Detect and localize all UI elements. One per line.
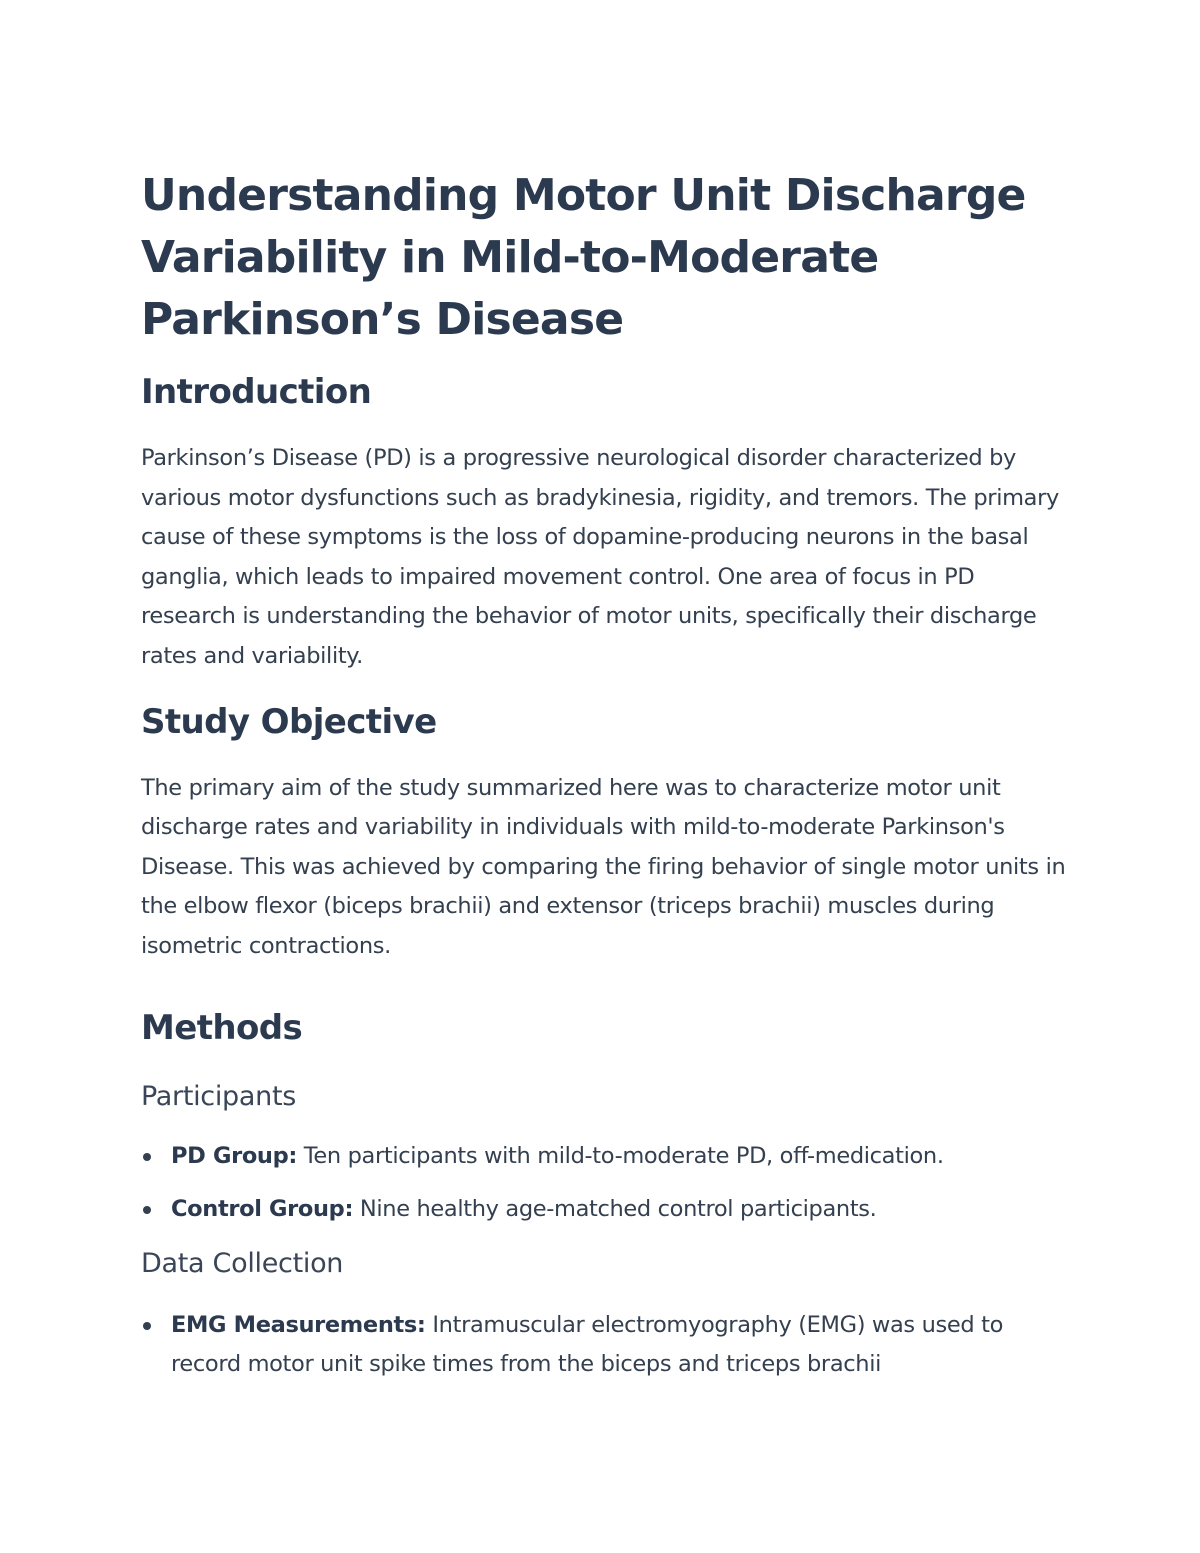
list-item-text: Ten participants with mild-to-moderate PD, off-medication. — [297, 1142, 944, 1169]
list-item-label: PD Group: — [171, 1142, 297, 1169]
list-item-label: Control Group: — [171, 1196, 354, 1223]
study-objective-paragraph: The primary aim of the study summarized here was to characterize motor unit discharge rates and variability in individuals with mild-to-moderate Parkinson's Disease. This was achieved by comparing the firing behavior of single motor units in the elbow flexor (biceps brachii) and extensor (triceps brachii) muscles during isometric contractions. — [141, 774, 1066, 959]
participants-list — [141, 1137, 1066, 1230]
data-collection-heading: Data Collection — [141, 1247, 344, 1279]
document-title: Understanding Motor Unit Discharge Variability in Mild-to-Moderate Parkinson’s Disease — [141, 170, 1026, 345]
bullet-icon — [143, 1206, 151, 1214]
list-item-text: Intramuscular electromyography (EMG) was used to record motor unit spike times from the biceps and triceps brachii — [171, 1311, 1003, 1378]
participants-heading: Participants — [141, 1080, 296, 1112]
list-item — [141, 1190, 1066, 1230]
methods-heading: Methods — [141, 1007, 303, 1048]
introduction-heading: Introduction — [141, 372, 372, 412]
introduction-paragraph: Parkinson’s Disease (PD) is a progressive neurological disorder characterized by various motor dysfunctions such as bradykinesia, rigidity, and tremors. The primary cause of these symptoms is the loss of dopamine-producing neurons in the basal ganglia, which leads to impaired movement control. One area of focus in PD research is understanding the behavior of motor units, specifically their discharge rates and variability. — [141, 445, 1059, 669]
list-item — [141, 1137, 1066, 1177]
list-item — [141, 1306, 1066, 1385]
data-collection-list — [141, 1306, 1066, 1385]
bullet-icon — [143, 1153, 151, 1161]
study-objective-heading: Study Objective — [141, 701, 437, 742]
bullet-icon — [143, 1322, 151, 1330]
document-page — [141, 165, 1066, 1385]
list-item-text: Nine healthy age-matched control participants. — [353, 1196, 877, 1223]
list-item-label: EMG Measurements: — [171, 1311, 426, 1338]
